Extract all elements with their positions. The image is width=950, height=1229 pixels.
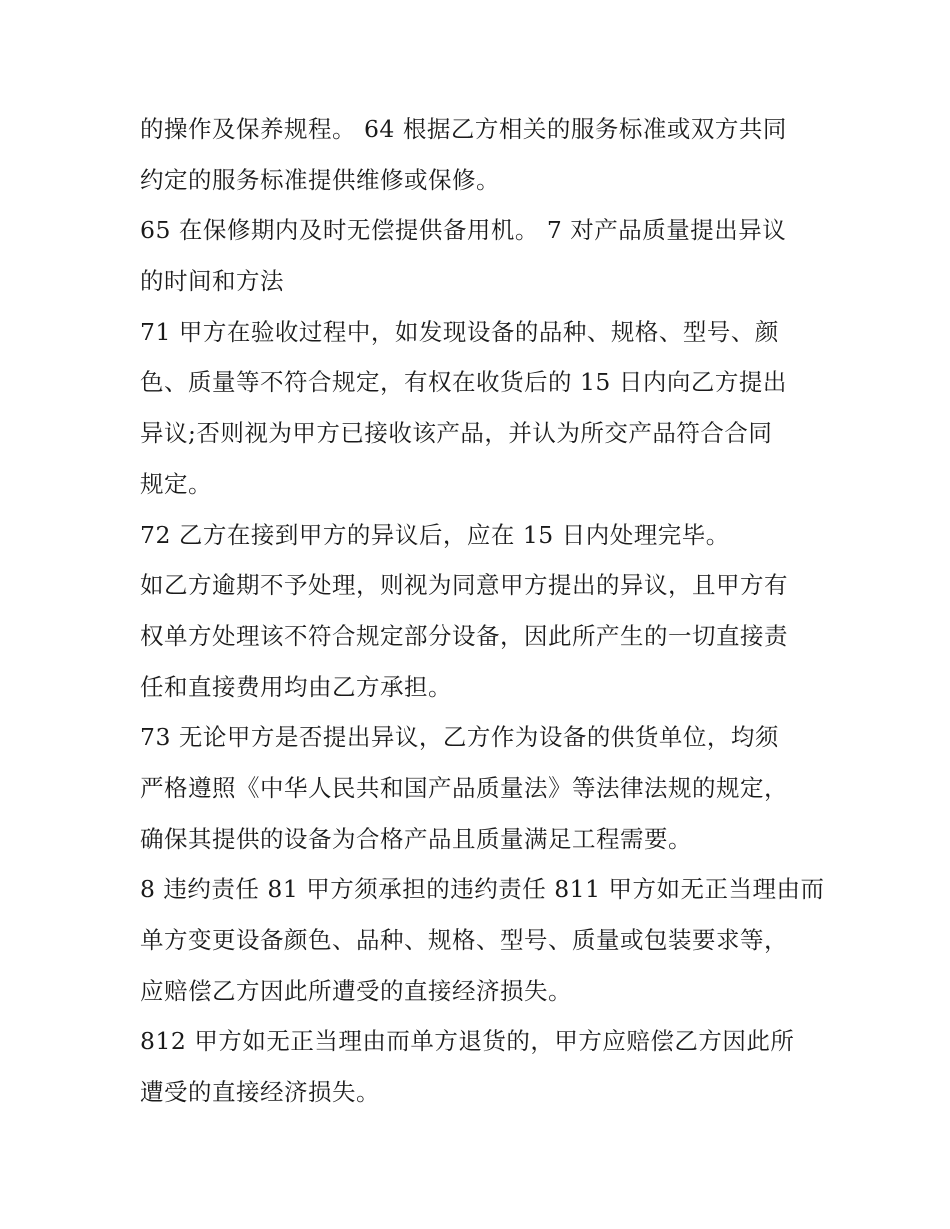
text-line: 异议;否则视为甲方已接收该产品，并认为所交产品符合合同 [140,419,773,448]
paragraph-8-breach-liability [140,864,830,1016]
text-line: 色、质量等不符合规定，有权在收货后的 15 日内向乙方提出 [140,368,787,397]
text-line: 严格遵照《中华人民共和国产品质量法》等法律法规的规定， [140,773,788,802]
paragraph-7-2 [140,510,830,561]
paragraph-7-3 [140,712,830,864]
text-line: 确保其提供的设备为合格产品且质量满足工程需要。 [140,824,692,853]
text-line: 71 甲方在验收过程中，如发现设备的品种、规格、型号、颜 [140,317,779,346]
text-line: 如乙方逾期不予处理，则视为同意甲方提出的异议，且甲方有 [140,571,788,600]
text-line: 8 违约责任 81 甲方须承担的违约责任 811 甲方如无正当理由而 [140,875,825,904]
text-line: 73 无论甲方是否提出异议，乙方作为设备的供货单位，均须 [140,723,779,752]
paragraph-6-5 [140,205,830,306]
text-line: 约定的服务标准提供维修或保修。 [140,165,500,194]
paragraph-7-2-continued [140,560,830,712]
paragraph-6-4-continued [140,104,830,205]
text-line: 单方变更设备颜色、品种、规格、型号、质量或包装要求等， [140,926,788,954]
text-line: 规定。 [140,469,212,498]
document-body [140,104,830,1118]
text-line: 65 在保修期内及时无偿提供备用机。 7 对产品质量提出异议 [140,216,787,245]
text-line: 72 乙方在接到甲方的异议后，应在 15 日内处理完毕。 [140,520,730,549]
paragraph-8-1-2 [140,1016,830,1117]
text-line: 的时间和方法 [140,267,284,296]
text-line: 任和直接费用均由乙方承担。 [140,672,452,701]
text-line: 的操作及保养规程。 64 根据乙方相关的服务标准或双方共同 [140,115,787,143]
text-line: 812 甲方如无正当理由而单方退货的，甲方应赔偿乙方因此所 [140,1027,795,1056]
text-line: 遭受的直接经济损失。 [140,1078,380,1107]
text-line: 权单方处理该不符合规定部分设备，因此所产生的一切直接责 [140,621,788,650]
paragraph-7-1 [140,307,830,510]
text-line: 应赔偿乙方因此所遭受的直接经济损失。 [140,976,572,1005]
